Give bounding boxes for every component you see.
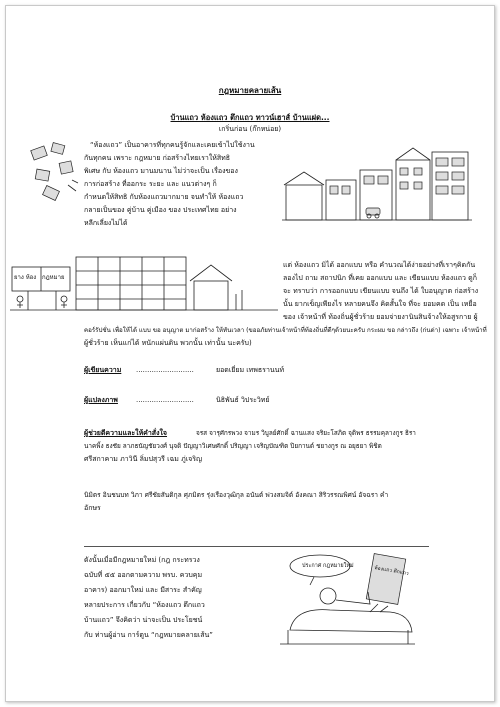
flying-papers-illustration [28, 140, 83, 210]
building-signs-illustration [10, 255, 278, 315]
names-line: อักษร [84, 504, 101, 512]
sign-left-label: ยาง ห้อง [14, 274, 37, 281]
intro-line: พิเศษ กับ ห้องแถว มานมนาน ไม่ว่าจะเป็น เรื่องของ [84, 167, 238, 175]
townhouse-illustration [282, 140, 472, 230]
author-name: ยอดเยี่ยม เทพธรานนท์ [216, 366, 285, 374]
body-line: ผู้ชั่วร้าย เห็นแก่ได้ หนักแผ่นดิน พวกนั้น เท่านั้น นะครับ) [84, 339, 252, 347]
intro-line: หลีกเลี่ยงไม่ได้ [84, 219, 128, 227]
document-page [5, 5, 495, 702]
body-line: ของ เจ้าหน้าที่ ท้องถิ่นผู้ชั่วร้าย ยอมจ่ายงานินสินจ้างให้อสูรกาย ผู้ [283, 313, 478, 321]
document-byline: เกริ่นก่อน (ก๊กหน่อย) [218, 125, 282, 133]
intro-line: “ห้องแถว” เป็นอาคารที่ทุกคนรู้จักและเคยเข้าไปใช้งาน [90, 141, 255, 149]
reviewers-label: ผู้ช่วยตีความและให้คำสั่งใจ [84, 429, 168, 437]
body-line: นั้น ยากเข็ญเพียงไร หลายคนจึง คิดสั้นใจ ที่จะ ยอมคด เป็น เหยื่อ [283, 300, 477, 308]
document-subtitle: บ้านแถว ห้องแถว ตึกแถว ทาวน์เฮาส์ บ้านแฝด... [170, 113, 330, 122]
reviewers-line: ศรีสกาคาม ภาวินี ลิ่มปสุวรี เฉม ภู่เจริญ [84, 455, 202, 463]
closing-line: อาคาร) ออกมาใหม่ และ มีสาระ สำคัญ [84, 586, 202, 594]
document-title: กฎหมายคลายเส้น [218, 86, 282, 95]
intro-line: กำหนดให้สิทธิ กับห้องแถวมากมาย จนทำให้ ห้องแถว [84, 193, 244, 201]
editor-name: นิธิพันธ์ วิประวิทย์ [216, 396, 270, 404]
intro-line: กันทุกคน เพราะ กฎหมาย ก่อสร้างไทยเราให้สิทธิ [84, 154, 231, 162]
closing-line: กับ ท่านผู้อ่าน การ์ตูน “กฎหมายคลายเส้น” [84, 631, 213, 639]
section-divider [84, 546, 429, 547]
closing-line: ดังนั้นเมื่อมีกฎหมายใหม่ (กฎ กระทรวง [84, 556, 200, 564]
body-line: ลองไป ถาม สถาปนิก ที่เคย ออกแบบ และ เขียนแบบ ห้องแถว ดูก็ [283, 274, 477, 282]
author-dots: .......................... [136, 366, 194, 374]
intro-line: การก่อสร้าง ที่ออกระ ระยะ และ แนวต่างๆ ก็ [84, 180, 217, 188]
reviewers-line: นาคพิ้ง ธงชัย ลาภธนัญชัยวงศ์ นุจดิ ปัญญาวิเศษศักดิ์ ปริญญา เจริญบัณฑิต ปิยกานต์ ชยางกูร ณ อยุธยา พิชิต [84, 442, 382, 450]
book-cover-label: ห้องแถว ตึกแถว [373, 565, 410, 577]
names-line: นิมิตร อินชนบท วิภา ศรีชัยสันติกุล ศุภมิตร รุ่งเรืองวุฒิกุล อนันต์ พ่วงสมจิต์ อังคณา สิริวรรณพิศน์ อัจฉรา คำ [84, 491, 389, 499]
speech-bubble-text: ประกาศ กฎหมายใหม่ [302, 563, 354, 569]
sign-right-label: กฎหมาย [42, 274, 65, 281]
editor-dots: .......................... [136, 396, 194, 404]
closing-line: บ้านแถว” จึงคิดว่า น่าจะเป็น ประโยชน์ [84, 616, 203, 624]
closing-line: ฉบับที่ ๕๕ ออกตามความ พรบ. ควบคุม [84, 571, 203, 579]
body-line: แต่ ห้องแถว มิได้ ออกแบบ หรือ คำนวณได้ง่ายอย่างที่เราๆคิดกัน [283, 261, 476, 269]
author-label: ผู้เขียนความ [84, 366, 122, 374]
editor-label: ผู้แปลงภาพ [84, 396, 118, 404]
body-line: คอร์รัปชั่น เพื่อให้ได้ แบบ ขอ อนุญาต มาก่อสร้าง ให้ทันเวลา (ขออภัยท่านเจ้าหน้าที่ท้องถิ่นที่ดีๆด้วยนะครับ กระผม ขอ กล่าวถึง (ก่นด่า) เฉพาะ เจ้าหน้าที่ [84, 327, 487, 334]
reviewers-line: จรส จารุศักรพวง จามร วิบูลย์ศักดิ์ ฉานแสง จริยะโสภิต จุติพร ธรรมคุลางกูร ธิรา [196, 429, 416, 437]
closing-line: หลายประการ เกี่ยวกับ “ห้องแถว ตึกแถว [84, 601, 205, 609]
body-line: จะ ทราบว่า การออกแบบ เขียนแบบ จนถึง ได้ ใบอนุญาต ก่อสร้าง [283, 287, 479, 295]
intro-line: กลายเป็นของ คู่บ้าน คู่เมือง ของ ประเทศไทย อย่าง [84, 206, 237, 214]
